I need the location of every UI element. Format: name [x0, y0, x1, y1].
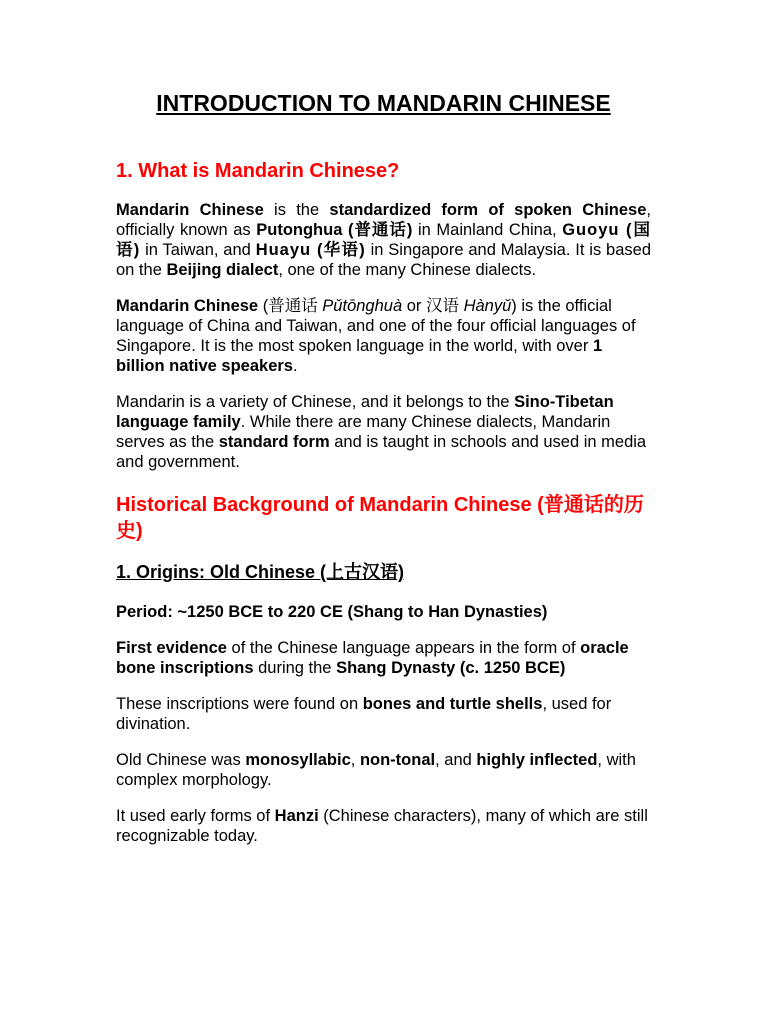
text: in Singapore and Malaysia. It is based on the — [116, 241, 652, 279]
bold-text: Shang Dynasty (c. 1250 BCE) — [336, 659, 566, 677]
text: It used early forms of — [116, 807, 275, 825]
bold-text: non-tonal — [359, 751, 436, 769]
text: in Taiwan, and — [140, 241, 256, 259]
bold-text: bones and turtle shells — [362, 695, 543, 713]
text: , one of the many Chinese dialects. — [278, 261, 537, 279]
text: Mandarin is a variety of Chinese, and it belongs to the — [116, 393, 515, 411]
bold-text: Mandarin Chinese — [116, 201, 264, 219]
text: of the Chinese language appears in the form of — [226, 639, 581, 657]
paragraph-hanzi — [116, 806, 651, 846]
text: during the — [253, 659, 337, 677]
text: . While there are many Chinese dialects, Mandarin serves as the — [116, 413, 611, 451]
section-heading-historical-background: Historical Background of Mandarin Chinese (普通话的历史) — [116, 494, 644, 542]
document-page — [116, 88, 651, 846]
text: in Mainland China, — [412, 221, 563, 239]
text: , officially known as — [116, 201, 651, 239]
paragraph-inscriptions — [116, 694, 651, 734]
text: , used for divination. — [116, 695, 612, 733]
bold-text: First evidence — [116, 639, 227, 657]
text: , — [350, 751, 360, 769]
text: (Chinese characters), many of which are still recognizable today. — [116, 807, 648, 845]
bold-text: Mandarin Chinese — [116, 297, 259, 315]
italic-text: Hànyǔ — [463, 297, 512, 315]
text: and is taught in schools and used in media and government. — [116, 433, 647, 471]
text: These inscriptions were found on — [116, 695, 363, 713]
bold-text: highly inflected — [476, 751, 598, 769]
section-heading-origins: 1. Origins: Old Chinese (上古汉语) — [116, 562, 405, 582]
text: , with complex morphology. — [116, 751, 636, 789]
bold-text: Hanzi — [274, 807, 319, 825]
paragraph-first-evidence — [116, 638, 651, 678]
text: (普通话 — [258, 297, 323, 315]
bold-text: Beijing dialect — [166, 261, 279, 279]
paragraph-language-family — [116, 392, 651, 472]
bold-text: standard form — [218, 433, 330, 451]
period-line — [116, 602, 651, 622]
text: , and — [435, 751, 477, 769]
section-heading-what-is-mandarin: 1. What is Mandarin Chinese? — [116, 160, 400, 182]
bold-text: Huayu (华语) — [255, 241, 366, 259]
bold-text: Guoyu (国语) — [116, 221, 652, 259]
bold-text: Sino-Tibetan language family — [116, 393, 614, 431]
paragraph-official-language — [116, 296, 651, 376]
bold-text: monosyllabic — [245, 751, 351, 769]
bold-text: standardized form of spoken Chinese — [329, 201, 647, 219]
bold-text: oracle bone inscriptions — [116, 639, 629, 677]
text: is the — [263, 201, 330, 219]
bold-text: Putonghua (普通话) — [256, 221, 413, 239]
text: Old Chinese was — [116, 751, 246, 769]
paragraph-old-chinese-traits — [116, 750, 651, 790]
text: ) is the official language of China and Taiwan, and one of the four official languages of Singapore. It is the most spoken language in the world, with over — [116, 297, 636, 355]
bold-text: 1 billion native speakers — [116, 337, 603, 375]
italic-text: Pǔtōnghuà — [322, 297, 403, 315]
paragraph-definition — [116, 200, 651, 280]
text: . — [293, 357, 298, 375]
bold-text: Period: ~1250 BCE to 220 CE (Shang to Han Dynasties) — [116, 603, 548, 621]
text: or 汉语 — [402, 297, 464, 315]
document-title: INTRODUCTION TO MANDARIN CHINESE — [156, 90, 611, 116]
